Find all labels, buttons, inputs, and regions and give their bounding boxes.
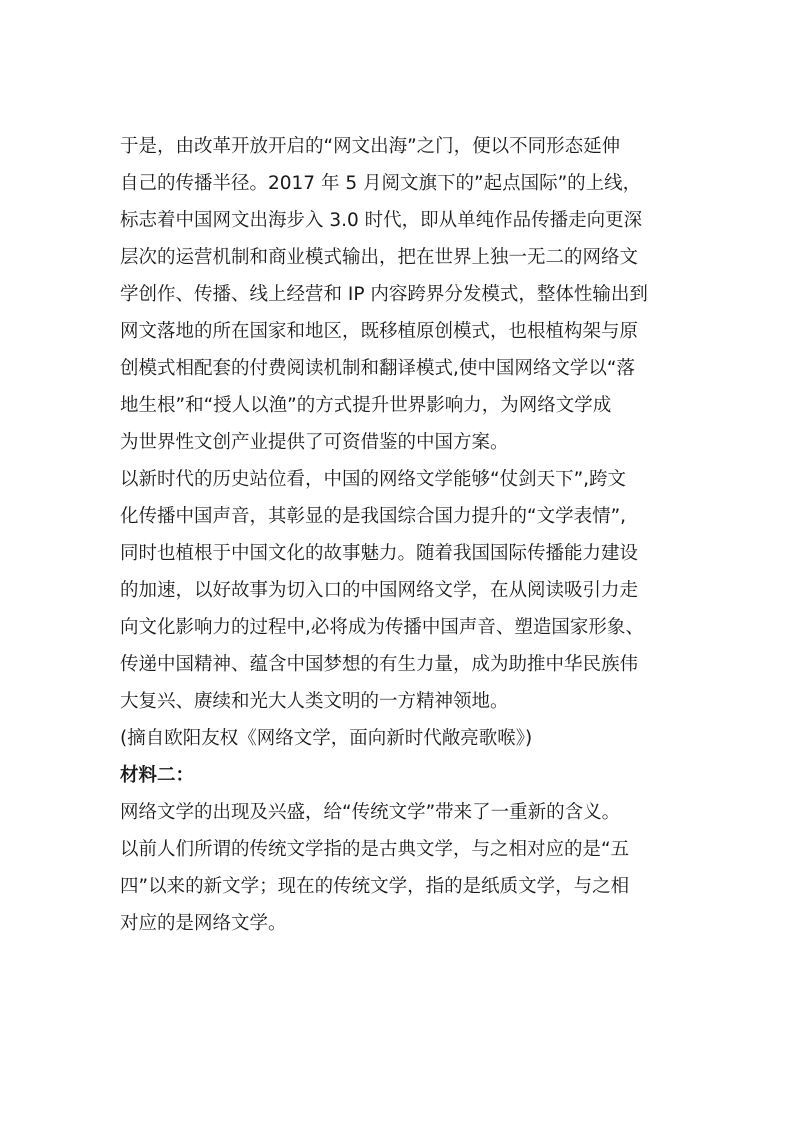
text-line: 以前人们所谓的传统文学指的是古典文学，与之相对应的是“五	[120, 839, 630, 860]
text-line: 网络文学的出现及兴盛，给“传统文学”带来了一重新的含义。	[120, 802, 621, 823]
source-citation: (摘自欧阳友权《网络文学，面向新时代敞亮歌喉》)	[120, 728, 533, 749]
text-line: 的加速，以好故事为切入口的中国网络文学，在从阅读吸引力走	[120, 580, 639, 601]
text-line: 学创作、传播、线上经营和 IP 内容跨界分发模式，整体性输出到	[120, 284, 648, 305]
text-line: 化传播中国声音，其彰显的是我国综合国力提升的“文学表情”,	[120, 506, 627, 527]
text-line: 创模式相配套的付费阅读机制和翻译模式,使中国网络文学以“落	[120, 358, 635, 379]
text-line: 地生根”和“授人以渔”的方式提升世界影响力，为网络文学成	[120, 395, 612, 416]
text-line: 同时也植根于中国文化的故事魅力。随着我国国际传播能力建设	[120, 543, 639, 564]
text-line: 四”以来的新文学；现在的传统文学，指的是纸质文学，与之相	[120, 876, 630, 897]
text-line: 标志着中国网文出海步入 3.0 时代，即从单纯作品传播走向更深	[120, 210, 643, 231]
text-line: 大复兴、赓续和光大人类文明的一方精神领地。	[120, 691, 509, 712]
text-line: 网文落地的所在国家和地区，既移植原创模式，也根植构架与原	[120, 321, 639, 342]
text-line: 自己的传播半径。2017 年 5 月阅文旗下的”起点国际”的上线，	[120, 173, 642, 194]
text-line: 为世界性文创产业提供了可资借鉴的中国方案。	[120, 432, 509, 453]
text-line: 传递中国精神、蕴含中国梦想的有生力量，成为助推中华民族伟	[120, 654, 639, 675]
section-heading: 材料二：	[120, 765, 195, 786]
text-line: 层次的运营机制和商业模式输出，把在世界上独一无二的网络文	[120, 247, 639, 268]
text-line: 以新时代的历史站位看，中国的网络文学能够“仗剑天下”,跨文	[120, 469, 627, 490]
text-line: 向文化影响力的过程中,必将成为传播中国声音、塑造国家形象、	[120, 617, 644, 638]
text-line: 于是，由改革开放开启的“网文出海”之门，便以不同形态延伸	[120, 136, 621, 157]
text-line: 对应的是网络文学。	[120, 913, 287, 934]
document-body	[120, 128, 680, 942]
